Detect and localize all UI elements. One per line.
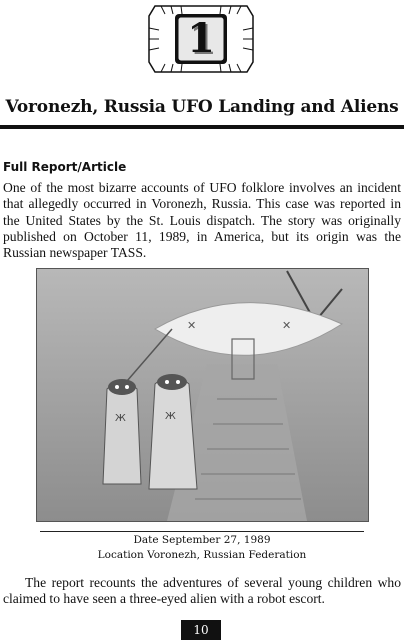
chapter-number: 1 [187,15,215,62]
article-title: Voronezh, Russia UFO Landing and Aliens [5,97,399,117]
svg-text:Ж: Ж [165,411,176,422]
caption-date: Date September 27, 1989 [133,534,271,546]
chapter-badge [147,4,255,74]
ufo-drawing [37,269,368,521]
section-subheading: Full Report/Article [3,160,127,174]
svg-text:✕: ✕ [282,319,292,332]
page-number: 10 [181,620,221,640]
caption-rule [40,531,364,532]
body-paragraph-2: The report recounts the adventures of several young children who claimed to have seen a three-eyed alien with a robot escort. [3,575,401,607]
svg-text:✕: ✕ [187,319,197,332]
caption-location: Location Voronezh, Russian Federation [97,549,307,561]
svg-text:Ж: Ж [115,413,126,424]
title-rule [0,125,404,129]
body-paragraph-1: One of the most bizarre accounts of UFO folklore involves an incident that allegedly occurred in Voronezh, Russia. This case was reported in the United States by the St. Louis dispatch. The story was originally published on October 11, 1989, in America, but its origin was the Russian newspaper TASS. [3,180,401,261]
ufo-illustration [36,268,369,522]
